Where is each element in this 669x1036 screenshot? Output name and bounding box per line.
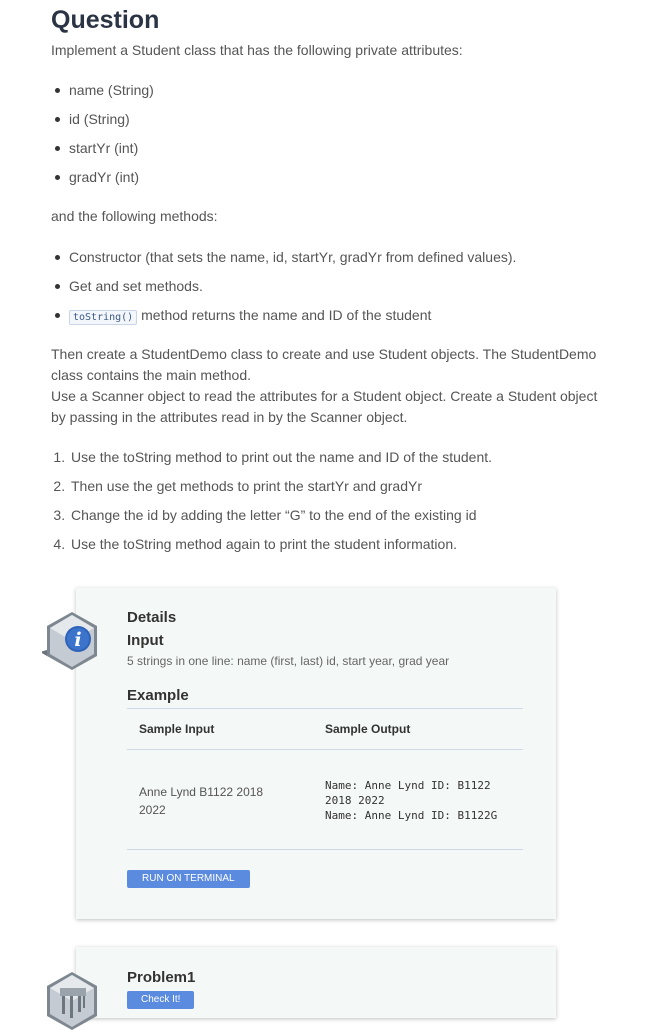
info-icon: [42, 606, 102, 676]
methods-intro-text: and the following methods:: [51, 208, 218, 224]
problem-card: [76, 947, 556, 1018]
run-on-terminal-button[interactable]: RUN ON TERMINAL: [127, 870, 250, 888]
details-heading: Details: [127, 609, 177, 626]
check-it-button[interactable]: Check It!: [127, 991, 194, 1009]
attributes-list: [51, 80, 611, 196]
scanner-paragraph: Use a Scanner object to read the attributes for a Student object. Create a Student object by passing in the attributes read in by the Scanner object.: [51, 388, 598, 425]
sample-input-value: Anne Lynd B1122 2018 2022: [139, 784, 264, 817]
list-item: name (String): [55, 80, 611, 109]
table-row: [127, 750, 523, 850]
methods-list: [51, 247, 611, 334]
svg-text:i: i: [74, 629, 82, 651]
example-heading: Example: [127, 686, 523, 709]
list-item: 4. Use the toString method again to print the student information.: [69, 534, 611, 563]
question-section: [51, 0, 611, 563]
tostring-text: method returns the name and ID of the student: [137, 307, 432, 323]
demo-paragraph: Then create a StudentDemo class to create and use Student objects. The StudentDemo class contains the main method.: [51, 346, 597, 383]
circuit-icon: [42, 966, 102, 1036]
sample-output-header: Sample Output: [313, 709, 523, 750]
list-item: Get and set methods.: [55, 276, 611, 305]
details-card: [76, 588, 556, 919]
problem-content: [127, 968, 523, 1009]
input-description: 5 strings in one line: name (first, last) id, start year, grad year: [127, 654, 450, 668]
intro-text: Implement a Student class that has the following private attributes:: [51, 42, 463, 58]
list-item: Constructor (that sets the name, id, startYr, gradYr from defined values).: [55, 247, 611, 276]
list-item: 1. Use the toString method to print out the name and ID of the student.: [69, 447, 611, 476]
list-item: 3. Change the id by adding the letter “G” to the end of the existing id: [69, 505, 611, 534]
list-item: 2. Then use the get methods to print the startYr and gradYr: [69, 476, 611, 505]
list-item: startYr (int): [55, 138, 611, 167]
problem-heading: Problem1: [127, 969, 196, 986]
input-heading: Input: [127, 632, 164, 649]
sample-output-value: Name: Anne Lynd ID: B1122 2018 2022 Name: Anne Lynd ID: B1122G: [325, 779, 498, 822]
details-content: [127, 608, 523, 888]
sample-input-header: Sample Input: [127, 709, 313, 750]
example-table: [127, 709, 523, 850]
page-title: Question: [51, 6, 160, 34]
table-header-row: [127, 709, 523, 750]
list-item: [55, 305, 611, 334]
list-item: gradYr (int): [55, 167, 611, 196]
list-item: id (String): [55, 109, 611, 138]
steps-list: [51, 447, 611, 563]
tostring-code: toString(): [69, 310, 137, 325]
